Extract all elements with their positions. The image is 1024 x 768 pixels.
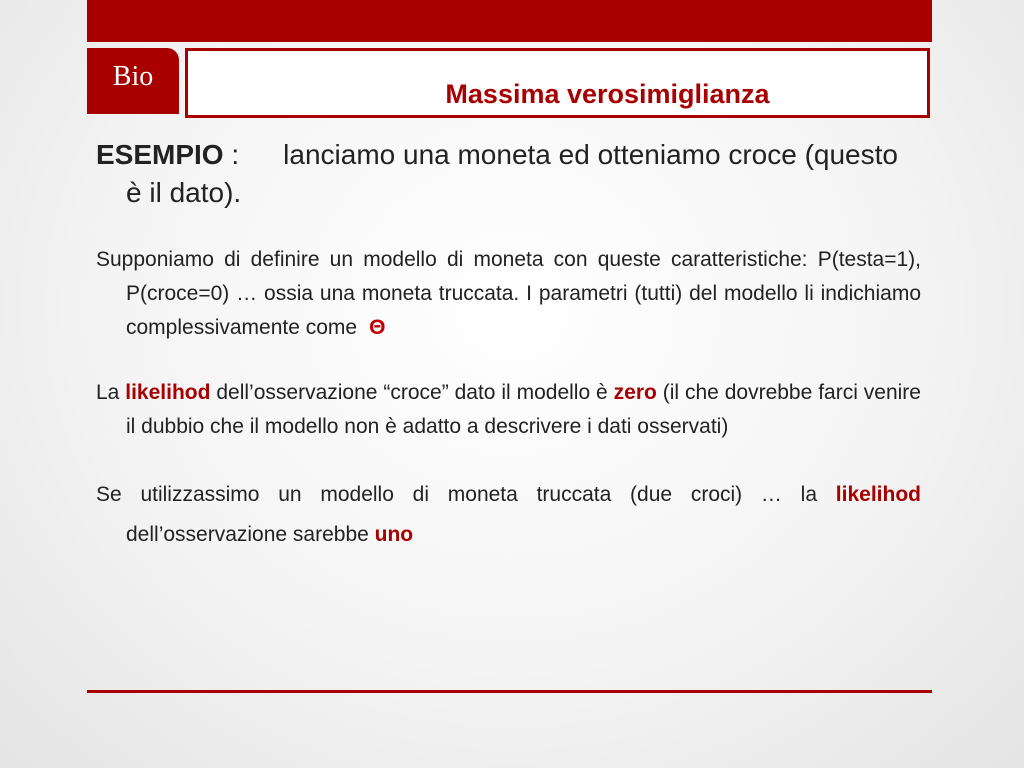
model-paragraph — [96, 243, 921, 345]
example-text: lanciamo una moneta ed otteniamo croce (questo è il dato). — [126, 139, 898, 208]
likelihood-zero-term: likelihod — [125, 381, 211, 404]
example-label: ESEMPIO — [96, 139, 224, 170]
likelihood-one-lead: Se utilizzassimo un modello di moneta truccata (due croci) … la — [96, 483, 818, 506]
likelihood-one-paragraph — [96, 475, 921, 555]
likelihood-one-value: uno — [374, 523, 414, 546]
likelihood-zero-middle: dell’osservazione “croce” dato il modello è — [216, 381, 608, 404]
bottom-divider — [87, 690, 932, 693]
slide-content — [96, 136, 921, 555]
likelihood-zero-tail: (il che dovrebbe farci venire il dubbio che il modello non è adatto a descrivere i dati osservati) — [126, 381, 921, 438]
example-colon: : — [231, 139, 240, 170]
bio-logo-text: Bio — [112, 61, 154, 92]
likelihood-zero-paragraph — [96, 376, 921, 444]
title-box — [185, 48, 930, 118]
example-paragraph — [96, 136, 921, 212]
likelihood-one-term: likelihod — [835, 483, 921, 506]
top-accent-bar — [87, 0, 932, 42]
slide-title: Massima verosimiglianza — [445, 78, 770, 109]
bio-logo-box — [87, 48, 179, 114]
likelihood-zero-value: zero — [613, 381, 657, 404]
likelihood-zero-lead: La — [96, 381, 120, 404]
theta-symbol: Θ — [369, 316, 386, 339]
likelihood-one-middle: dell’osservazione sarebbe — [126, 523, 369, 546]
model-text: Supponiamo di definire un modello di moneta con queste caratteristiche: P(testa=1), P(croce=0) … ossia una moneta truccata. I parametri (tutti) del modello li indichiamo complessivamente come — [96, 248, 921, 339]
